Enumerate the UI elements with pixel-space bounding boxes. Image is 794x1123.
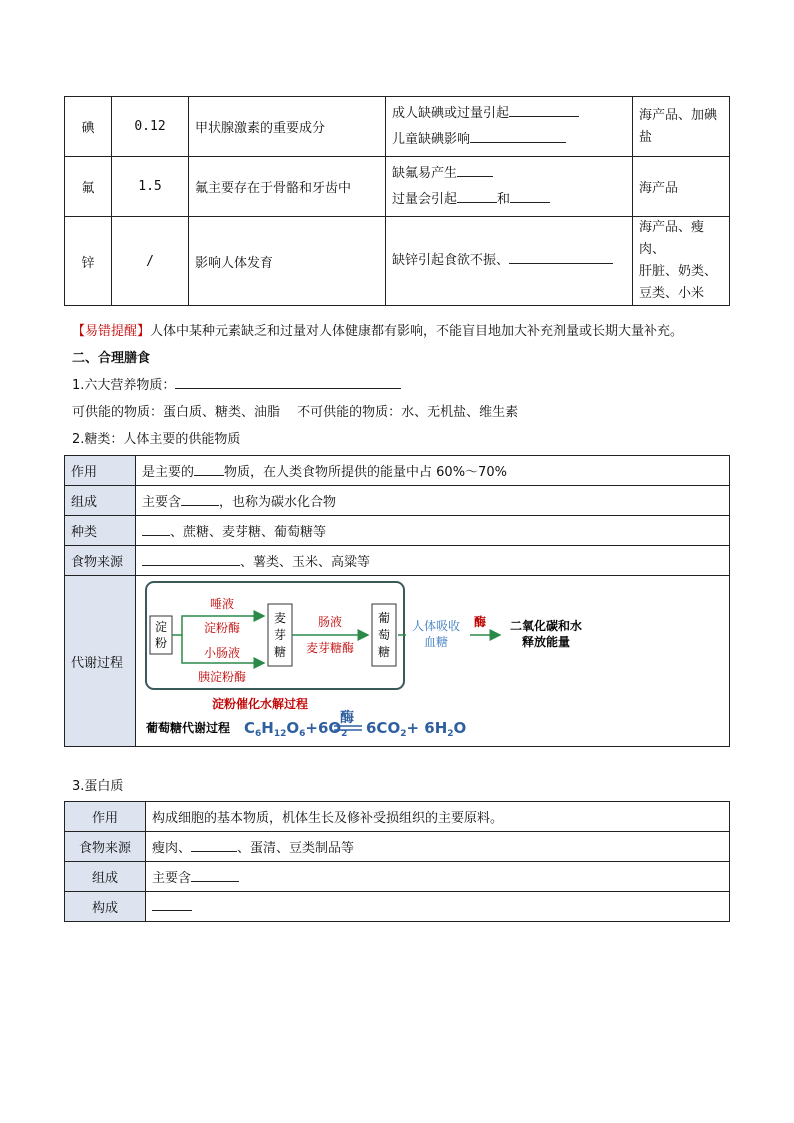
element-cell: 碘	[65, 97, 112, 157]
fill-blank[interactable]	[191, 869, 239, 882]
starch-label: 粉	[154, 636, 168, 650]
row-content: 主要含	[146, 862, 730, 892]
pancreatic-amylase-label: 胰淀粉酶	[197, 670, 247, 684]
row-label: 种类	[65, 516, 136, 546]
source-cell: 海产品、瘦肉、 肝脏、奶类、 豆类、小米	[633, 217, 730, 306]
disease-cell: 成人缺碘或过量引起 儿童缺碘影响	[386, 97, 633, 157]
row-content: 构成细胞的基本物质，机体生长及修补受损组织的主要原料。	[146, 802, 730, 832]
fill-blank[interactable]	[457, 190, 497, 203]
item2-heading: 2.糖类：人体主要的供能物质	[72, 432, 241, 447]
result-label: 二氧化碳和水	[509, 619, 583, 633]
fill-blank[interactable]	[191, 839, 237, 852]
fill-blank[interactable]	[181, 493, 219, 506]
glucose-equation: $C_6H_{12}O_6+6O_2$	[244, 719, 348, 739]
row-label: 构成	[65, 892, 146, 922]
maltose-label: 芽	[273, 628, 287, 642]
fill-blank[interactable]	[457, 164, 493, 177]
absorb-label: 人体吸收	[411, 619, 461, 633]
table-row	[65, 576, 730, 747]
maltose-label: 麦	[273, 611, 287, 625]
row-label: 作用	[65, 456, 136, 486]
fill-blank[interactable]	[470, 130, 566, 143]
table-row	[65, 157, 730, 217]
element-cell: 氟	[65, 157, 112, 217]
value-cell: 0.12	[112, 97, 189, 157]
fill-blank[interactable]	[142, 523, 170, 536]
result-label: 释放能量	[521, 635, 571, 649]
table-row	[65, 456, 730, 486]
diagram-caption: 淀粉催化水解过程	[211, 697, 309, 711]
value-cell: 1.5	[112, 157, 189, 217]
table-row	[65, 862, 730, 892]
fill-blank[interactable]	[510, 190, 550, 203]
fill-blank[interactable]	[152, 898, 192, 911]
row-content: 、蔗糖、麦芽糖、葡萄糖等	[136, 516, 730, 546]
table-row	[65, 516, 730, 546]
blood-sugar-label: 血糖	[423, 635, 449, 649]
row-label: 食物来源	[65, 832, 146, 862]
table-row	[65, 486, 730, 516]
section-heading: 二、合理膳食	[72, 351, 151, 366]
glucose-label: 葡	[377, 611, 391, 625]
row-label: 代谢过程	[65, 576, 136, 747]
item3-heading: 3.蛋白质	[72, 779, 124, 794]
trace-element-table	[64, 96, 730, 306]
row-label: 食物来源	[65, 546, 136, 576]
amylase-label: 淀粉酶	[203, 621, 241, 635]
tip-tag: 【易错提醒】	[72, 324, 151, 339]
equation-products: $6CO_2+ 6H_2O$	[366, 719, 467, 739]
metabolism-diagram	[136, 576, 726, 742]
source-cell: 海产品	[633, 157, 730, 217]
error-tip	[72, 320, 683, 339]
fill-blank[interactable]	[175, 376, 401, 389]
table-row	[65, 802, 730, 832]
intestinal-juice-label: 肠液	[317, 615, 343, 629]
item1-detail: 可供能的物质：蛋白质、糖类、油脂 不可供能的物质：水、无机盐、维生素	[72, 405, 519, 420]
row-content	[146, 892, 730, 922]
table-row	[65, 546, 730, 576]
disease-cell: 缺氟易产生 过量会引起 和	[386, 157, 633, 217]
table-row	[65, 217, 730, 306]
fill-blank[interactable]	[194, 463, 224, 476]
row-content: 瘦肉、 、蛋清、豆类制品等	[146, 832, 730, 862]
table-row	[65, 832, 730, 862]
row-content: 是主要的 物质，在人类食物所提供的能量中占 60%～70%	[136, 456, 730, 486]
tip-text: 人体中某种元素缺乏和过量对人体健康都有影响，不能盲目地加大补充剂量或长期大量补充。	[150, 324, 684, 339]
table-row	[65, 892, 730, 922]
glucose-label: 糖	[377, 645, 391, 659]
row-label: 组成	[65, 862, 146, 892]
row-label: 作用	[65, 802, 146, 832]
function-cell: 甲状腺激素的重要成分	[189, 97, 386, 157]
enzyme-label: 酶	[473, 615, 487, 629]
fill-blank[interactable]	[509, 104, 579, 117]
fill-blank[interactable]	[142, 553, 240, 566]
value-cell: /	[112, 217, 189, 306]
table-row	[65, 97, 730, 157]
item1: 1.六大营养物质：	[72, 374, 401, 393]
function-cell: 氟主要存在于骨骼和牙齿中	[189, 157, 386, 217]
protein-table	[64, 801, 730, 922]
small-intestine-label: 小肠液	[203, 646, 241, 660]
element-cell: 锌	[65, 217, 112, 306]
maltose-label: 糖	[273, 645, 287, 659]
row-label: 组成	[65, 486, 136, 516]
equation-enzyme: 酶	[340, 710, 354, 726]
source-cell: 海产品、加碘 盐	[633, 97, 730, 157]
equation-label: 葡萄糖代谢过程	[146, 721, 231, 735]
disease-cell: 缺锌引起食欲不振、	[386, 217, 633, 306]
row-content: 主要含 ，也称为碳水化合物	[136, 486, 730, 516]
glucose-label: 萄	[377, 628, 391, 642]
starch-label: 淀	[154, 620, 168, 634]
metabolism-cell	[136, 576, 730, 747]
sugar-table	[64, 455, 730, 747]
function-cell: 影响人体发育	[189, 217, 386, 306]
fill-blank[interactable]	[509, 251, 613, 264]
row-content: 、薯类、玉米、高粱等	[136, 546, 730, 576]
saliva-label: 唾液	[209, 597, 235, 611]
maltase-label: 麦芽糖酶	[305, 641, 355, 655]
